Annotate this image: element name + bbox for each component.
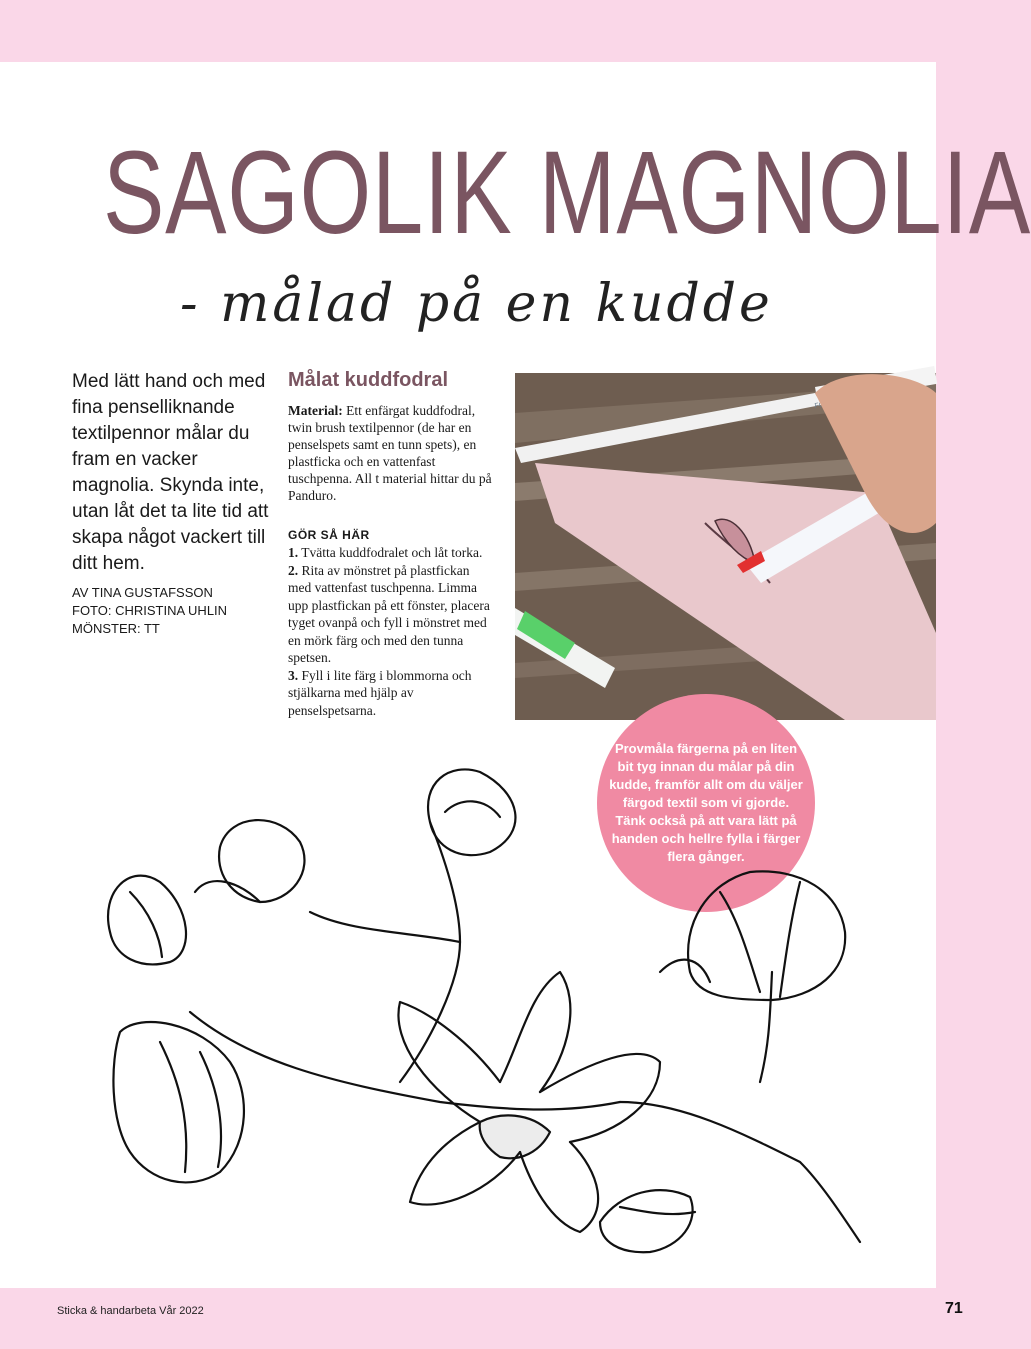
branch-up-left [310,912,460,942]
credit-photo: FOTO: CHRISTINA UHLIN [72,603,228,618]
page-title: SAGOLIK MAGNOLIA [102,127,1031,259]
step-number: 1. [288,545,299,560]
steps-list [288,544,492,719]
step-item [288,544,492,562]
material-label: Material: [288,403,343,418]
intro-text: Med lätt hand och med fina penselliknande textilpennor målar du fram en vacker magnolia. Skynda inte, utan låt det ta lite tid att skapa något vackert till ditt hem. [72,371,269,574]
credit-author: AV TINA GUSTAFSSON [72,585,213,600]
step-number: 2. [288,562,299,578]
branch-right-stem [760,972,772,1082]
material-text: Ett enfärgat kuddfodral, twin brush textilpennor (de har en penselspets samt en tunn spets), en plastficka och en vattenfast tuschpenna. All t material hittar du på Panduro. [288,403,492,503]
step-text: Rita av mönstret på plastfickan med vattenfast tuschpenna. Limma upp plastfickan på ett fönster, placera tyget ovanpå och fyll i mönstret med en mörk färg och med den tunna spetsen. [288,562,490,665]
step-item [288,562,492,667]
step-text: Tvätta kuddfodralet och låt torka. [298,545,483,560]
credit-pattern: MÖNSTER: TT [72,621,160,636]
branch-lower-right [620,1102,860,1242]
step-item [288,667,492,720]
material-paragraph [288,402,492,504]
steps-heading: GÖR SÅ HÄR [288,528,370,542]
tip-text: Provmåla färgerna på en liten bit tyg innan du målar på din kudde, framför allt om du väljer färgod textil som vi gjorde. Tänk också på att vara lätt på handen och hellre fylla i färger flera gånger. [609,741,803,864]
credits [72,584,272,638]
step-number: 3. [288,667,299,683]
page [0,62,1031,1288]
magnolia-pattern-drawing [100,742,870,1282]
footer-publication: Sticka & handarbeta Vår 2022 [57,1305,204,1317]
craft-photo [515,373,936,720]
branch-main [190,1012,620,1110]
page-subtitle: - målad på en kudde [180,274,773,334]
craft-photo-illustration [515,373,936,720]
section-heading: Målat kuddfodral [288,369,449,391]
branch-upper [400,822,460,1082]
step-text: Fyll i lite färg i blommorna och stjälkarna med hjälp av penselspetsarna. [288,667,472,718]
page-number: 71 [945,1300,963,1317]
